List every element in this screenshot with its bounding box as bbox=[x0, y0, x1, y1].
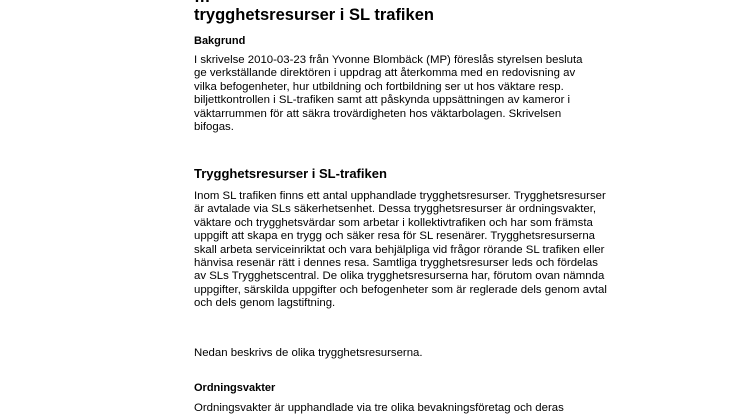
heading-bakgrund: Bakgrund bbox=[194, 35, 246, 47]
document-title: trygghetsresurser i SL trafiken bbox=[194, 6, 434, 24]
heading-ordningsvakter: Ordningsvakter bbox=[194, 382, 276, 394]
heading-trygghetsresurser: Trygghetsresurser i SL-trafiken bbox=[194, 166, 387, 181]
text-line: skall arbeta serviceinriktat och vara behjälpliga vid frågor rörande SL trafiken eller bbox=[194, 243, 605, 256]
paragraph-note bbox=[194, 347, 714, 360]
text-line: vilka befogenheter, hur utbildning och fortbildning ser ut hos väktare resp. bbox=[194, 80, 564, 93]
text-line: ge verkställande direktören i uppdrag att återkomma med en redovisning av bbox=[194, 67, 576, 80]
text-line: Inom SL trafiken finns ett antal upphandlade trygghetsresurser. Trygghetsresurser bbox=[194, 190, 606, 202]
text-line: och dels genom lagstiftning. bbox=[194, 297, 336, 310]
paragraph-ordningsvakter bbox=[194, 402, 714, 415]
text-line: väktarrummen för att säkra trovärdigheten hos väktarbolagen. Skrivelsen bbox=[194, 107, 562, 120]
text-line: är avtalade via SLs säkerhetsenhet. Dessa trygghetsresurser är ordningsvakter, bbox=[194, 203, 597, 216]
text-line: bifogas. bbox=[194, 121, 234, 134]
text-line: biljettkontrollen i SL-trafiken samt att påskynda uppsättningen av kameror i bbox=[194, 94, 571, 107]
text-line: uppgifter, särskilda uppgifter och befogenheter som är reglerade dels genom avtal bbox=[194, 283, 607, 296]
text-line: väktare och trygghetsvärdar som arbetar i kollektivtrafiken och har som främsta bbox=[194, 216, 593, 229]
text-line: Ordningsvakter är upphandlade via tre olika bevakningsföretag och deras bbox=[194, 402, 564, 414]
paragraph-trygghetsresurser bbox=[194, 190, 714, 311]
text-line: av SLs Trygghetscentral. De olika trygghetsresurserna har, förutom ovan nämnda bbox=[194, 270, 605, 283]
text-line: Nedan beskrivs de olika trygghetsresurserna. bbox=[194, 347, 423, 359]
paragraph-bakgrund bbox=[194, 54, 714, 134]
text-line: I skrivelse 2010-03-23 från Yvonne Blombäck (MP) föreslås styrelsen besluta bbox=[194, 54, 583, 66]
text-line: uppgift att skapa en trygg och säker resa för SL resenärer. Trygghetsresurserna bbox=[194, 230, 595, 243]
text-line: hänvisa resenär rätt i dennes resa. Samtliga trygghetsresurser leds och fördelas bbox=[194, 257, 598, 270]
